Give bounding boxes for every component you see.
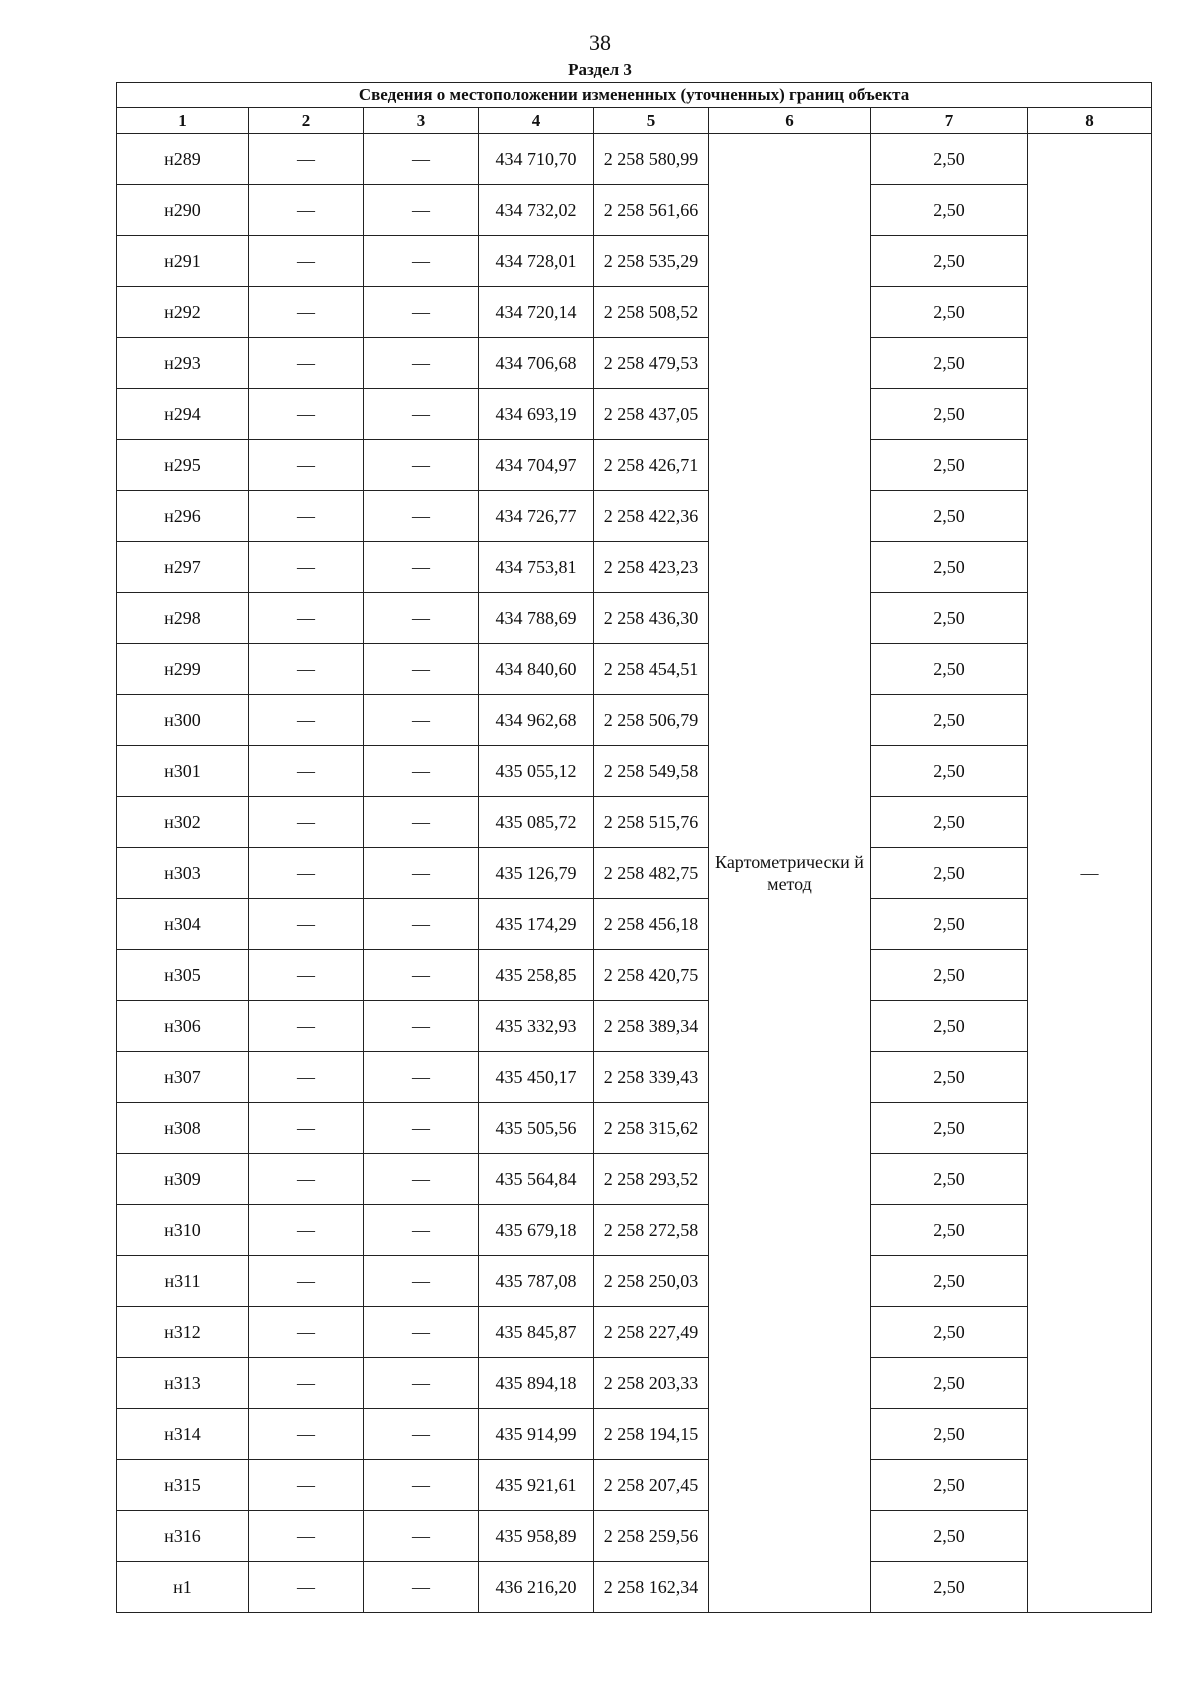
col3-cell: — [364,1052,479,1103]
accuracy-cell: 2,50 [871,797,1028,848]
y-coordinate-cell: 2 258 227,49 [594,1307,709,1358]
table-row [117,236,1152,287]
table-title-row [117,83,1152,108]
point-name-cell: н297 [117,542,249,593]
col3-cell: — [364,338,479,389]
point-name-cell: н301 [117,746,249,797]
column-number-row [117,108,1152,134]
y-coordinate-cell: 2 258 259,56 [594,1511,709,1562]
accuracy-cell: 2,50 [871,1103,1028,1154]
y-coordinate-cell: 2 258 315,62 [594,1103,709,1154]
col3-cell: — [364,950,479,1001]
accuracy-cell: 2,50 [871,1307,1028,1358]
x-coordinate-cell: 434 840,60 [479,644,594,695]
point-name-cell: н299 [117,644,249,695]
point-name-cell: н292 [117,287,249,338]
y-coordinate-cell: 2 258 339,43 [594,1052,709,1103]
col3-cell: — [364,1307,479,1358]
col2-cell: — [249,1358,364,1409]
table-row [117,1358,1152,1409]
accuracy-cell: 2,50 [871,593,1028,644]
accuracy-cell: 2,50 [871,1052,1028,1103]
accuracy-cell: 2,50 [871,1562,1028,1613]
col2-cell: — [249,1460,364,1511]
col3-cell: — [364,1103,479,1154]
col3-cell: — [364,1511,479,1562]
col3-cell: — [364,644,479,695]
table-row [117,950,1152,1001]
accuracy-cell: 2,50 [871,848,1028,899]
y-coordinate-cell: 2 258 454,51 [594,644,709,695]
table-row [117,1103,1152,1154]
x-coordinate-cell: 434 726,77 [479,491,594,542]
col2-cell: — [249,1154,364,1205]
col3-cell: — [364,848,479,899]
x-coordinate-cell: 435 894,18 [479,1358,594,1409]
accuracy-cell: 2,50 [871,1154,1028,1205]
y-coordinate-cell: 2 258 423,23 [594,542,709,593]
accuracy-cell: 2,50 [871,950,1028,1001]
column-number: 7 [871,108,1028,134]
table-row [117,1409,1152,1460]
col2-cell: — [249,440,364,491]
y-coordinate-cell: 2 258 561,66 [594,185,709,236]
table-row [117,593,1152,644]
col2-cell: — [249,1307,364,1358]
col2-cell: — [249,1409,364,1460]
table-row [117,695,1152,746]
col2-cell: — [249,236,364,287]
col2-cell: — [249,1001,364,1052]
x-coordinate-cell: 434 706,68 [479,338,594,389]
point-name-cell: н315 [117,1460,249,1511]
y-coordinate-cell: 2 258 437,05 [594,389,709,440]
x-coordinate-cell: 435 787,08 [479,1256,594,1307]
table-row [117,899,1152,950]
accuracy-cell: 2,50 [871,1001,1028,1052]
x-coordinate-cell: 435 958,89 [479,1511,594,1562]
y-coordinate-cell: 2 258 479,53 [594,338,709,389]
table-row [117,1154,1152,1205]
col3-cell: — [364,695,479,746]
y-coordinate-cell: 2 258 389,34 [594,1001,709,1052]
col2-cell: — [249,1052,364,1103]
col3-cell: — [364,1358,479,1409]
x-coordinate-cell: 435 174,29 [479,899,594,950]
y-coordinate-cell: 2 258 535,29 [594,236,709,287]
table-row [117,1511,1152,1562]
table-row [117,389,1152,440]
col3-cell: — [364,491,479,542]
x-coordinate-cell: 435 126,79 [479,848,594,899]
accuracy-cell: 2,50 [871,1511,1028,1562]
accuracy-cell: 2,50 [871,644,1028,695]
column-number: 4 [479,108,594,134]
x-coordinate-cell: 435 921,61 [479,1460,594,1511]
accuracy-cell: 2,50 [871,491,1028,542]
table-row [117,746,1152,797]
col3-cell: — [364,440,479,491]
point-name-cell: н1 [117,1562,249,1613]
table-row [117,1205,1152,1256]
col3-cell: — [364,134,479,185]
col3-cell: — [364,1460,479,1511]
x-coordinate-cell: 434 704,97 [479,440,594,491]
accuracy-cell: 2,50 [871,1409,1028,1460]
x-coordinate-cell: 434 962,68 [479,695,594,746]
y-coordinate-cell: 2 258 515,76 [594,797,709,848]
point-name-cell: н298 [117,593,249,644]
column-number: 1 [117,108,249,134]
accuracy-cell: 2,50 [871,746,1028,797]
page-number: 38 [589,30,611,55]
point-name-cell: н306 [117,1001,249,1052]
col3-cell: — [364,287,479,338]
col3-cell: — [364,1154,479,1205]
accuracy-cell: 2,50 [871,185,1028,236]
col3-cell: — [364,1256,479,1307]
point-name-cell: н291 [117,236,249,287]
col3-cell: — [364,1001,479,1052]
table-row [117,338,1152,389]
accuracy-cell: 2,50 [871,389,1028,440]
accuracy-cell: 2,50 [871,899,1028,950]
point-name-cell: н290 [117,185,249,236]
y-coordinate-cell: 2 258 436,30 [594,593,709,644]
point-name-cell: н307 [117,1052,249,1103]
y-coordinate-cell: 2 258 162,34 [594,1562,709,1613]
point-name-cell: н312 [117,1307,249,1358]
x-coordinate-cell: 434 788,69 [479,593,594,644]
col2-cell: — [249,1511,364,1562]
point-name-cell: н296 [117,491,249,542]
accuracy-cell: 2,50 [871,542,1028,593]
point-name-cell: н294 [117,389,249,440]
col3-cell: — [364,1409,479,1460]
col2-cell: — [249,287,364,338]
y-coordinate-cell: 2 258 422,36 [594,491,709,542]
col2-cell: — [249,848,364,899]
col2-cell: — [249,1562,364,1613]
y-coordinate-cell: 2 258 207,45 [594,1460,709,1511]
y-coordinate-cell: 2 258 194,15 [594,1409,709,1460]
x-coordinate-cell: 435 055,12 [479,746,594,797]
x-coordinate-cell: 435 679,18 [479,1205,594,1256]
point-name-cell: н302 [117,797,249,848]
table-row [117,1052,1152,1103]
col8-cell: — [1028,134,1152,1613]
x-coordinate-cell: 434 710,70 [479,134,594,185]
col2-cell: — [249,1103,364,1154]
x-coordinate-cell: 434 693,19 [479,389,594,440]
column-number: 2 [249,108,364,134]
column-number: 3 [364,108,479,134]
table-row [117,848,1152,899]
table-row [117,491,1152,542]
point-name-cell: н309 [117,1154,249,1205]
col2-cell: — [249,797,364,848]
x-coordinate-cell: 435 914,99 [479,1409,594,1460]
y-coordinate-cell: 2 258 508,52 [594,287,709,338]
col2-cell: — [249,134,364,185]
col3-cell: — [364,1205,479,1256]
accuracy-cell: 2,50 [871,1358,1028,1409]
col3-cell: — [364,389,479,440]
col3-cell: — [364,899,479,950]
col2-cell: — [249,1205,364,1256]
x-coordinate-cell: 435 085,72 [479,797,594,848]
accuracy-cell: 2,50 [871,236,1028,287]
col3-cell: — [364,236,479,287]
y-coordinate-cell: 2 258 506,79 [594,695,709,746]
table-row [117,1001,1152,1052]
col3-cell: — [364,746,479,797]
point-name-cell: н300 [117,695,249,746]
col2-cell: — [249,185,364,236]
y-coordinate-cell: 2 258 426,71 [594,440,709,491]
x-coordinate-cell: 434 728,01 [479,236,594,287]
y-coordinate-cell: 2 258 272,58 [594,1205,709,1256]
col2-cell: — [249,899,364,950]
col2-cell: — [249,389,364,440]
x-coordinate-cell: 435 564,84 [479,1154,594,1205]
point-name-cell: н316 [117,1511,249,1562]
table-row [117,1256,1152,1307]
y-coordinate-cell: 2 258 482,75 [594,848,709,899]
column-number: 8 [1028,108,1152,134]
y-coordinate-cell: 2 258 420,75 [594,950,709,1001]
col2-cell: — [249,1256,364,1307]
table-row [117,542,1152,593]
x-coordinate-cell: 436 216,20 [479,1562,594,1613]
col2-cell: — [249,695,364,746]
accuracy-cell: 2,50 [871,695,1028,746]
y-coordinate-cell: 2 258 203,33 [594,1358,709,1409]
y-coordinate-cell: 2 258 250,03 [594,1256,709,1307]
col3-cell: — [364,542,479,593]
table-row [117,134,1152,185]
col2-cell: — [249,542,364,593]
y-coordinate-cell: 2 258 549,58 [594,746,709,797]
table-row [117,797,1152,848]
coordinates-table [116,82,1152,1613]
table-row [117,1460,1152,1511]
table-row [117,1562,1152,1613]
table-row [117,185,1152,236]
y-coordinate-cell: 2 258 580,99 [594,134,709,185]
x-coordinate-cell: 434 732,02 [479,185,594,236]
point-name-cell: н314 [117,1409,249,1460]
method-cell: Картометрически й метод [709,134,871,1613]
col2-cell: — [249,644,364,695]
table-row [117,287,1152,338]
col2-cell: — [249,593,364,644]
accuracy-cell: 2,50 [871,1205,1028,1256]
x-coordinate-cell: 435 332,93 [479,1001,594,1052]
col2-cell: — [249,338,364,389]
table-row [117,1307,1152,1358]
table-row [117,440,1152,491]
x-coordinate-cell: 434 720,14 [479,287,594,338]
x-coordinate-cell: 435 450,17 [479,1052,594,1103]
col3-cell: — [364,1562,479,1613]
point-name-cell: н311 [117,1256,249,1307]
point-name-cell: н295 [117,440,249,491]
table-row [117,644,1152,695]
point-name-cell: н313 [117,1358,249,1409]
point-name-cell: н305 [117,950,249,1001]
section-title: Раздел 3 [568,60,632,79]
table-body [117,134,1152,1613]
y-coordinate-cell: 2 258 293,52 [594,1154,709,1205]
column-number: 6 [709,108,871,134]
table-title: Сведения о местоположении измененных (уточненных) границ объекта [117,83,1152,108]
accuracy-cell: 2,50 [871,1460,1028,1511]
accuracy-cell: 2,50 [871,1256,1028,1307]
accuracy-cell: 2,50 [871,338,1028,389]
point-name-cell: н310 [117,1205,249,1256]
col3-cell: — [364,185,479,236]
accuracy-cell: 2,50 [871,134,1028,185]
point-name-cell: н293 [117,338,249,389]
col2-cell: — [249,950,364,1001]
col2-cell: — [249,746,364,797]
x-coordinate-cell: 435 845,87 [479,1307,594,1358]
col3-cell: — [364,797,479,848]
y-coordinate-cell: 2 258 456,18 [594,899,709,950]
col2-cell: — [249,491,364,542]
accuracy-cell: 2,50 [871,440,1028,491]
x-coordinate-cell: 435 258,85 [479,950,594,1001]
col3-cell: — [364,593,479,644]
point-name-cell: н303 [117,848,249,899]
column-number: 5 [594,108,709,134]
x-coordinate-cell: 435 505,56 [479,1103,594,1154]
point-name-cell: н304 [117,899,249,950]
point-name-cell: н289 [117,134,249,185]
x-coordinate-cell: 434 753,81 [479,542,594,593]
point-name-cell: н308 [117,1103,249,1154]
accuracy-cell: 2,50 [871,287,1028,338]
